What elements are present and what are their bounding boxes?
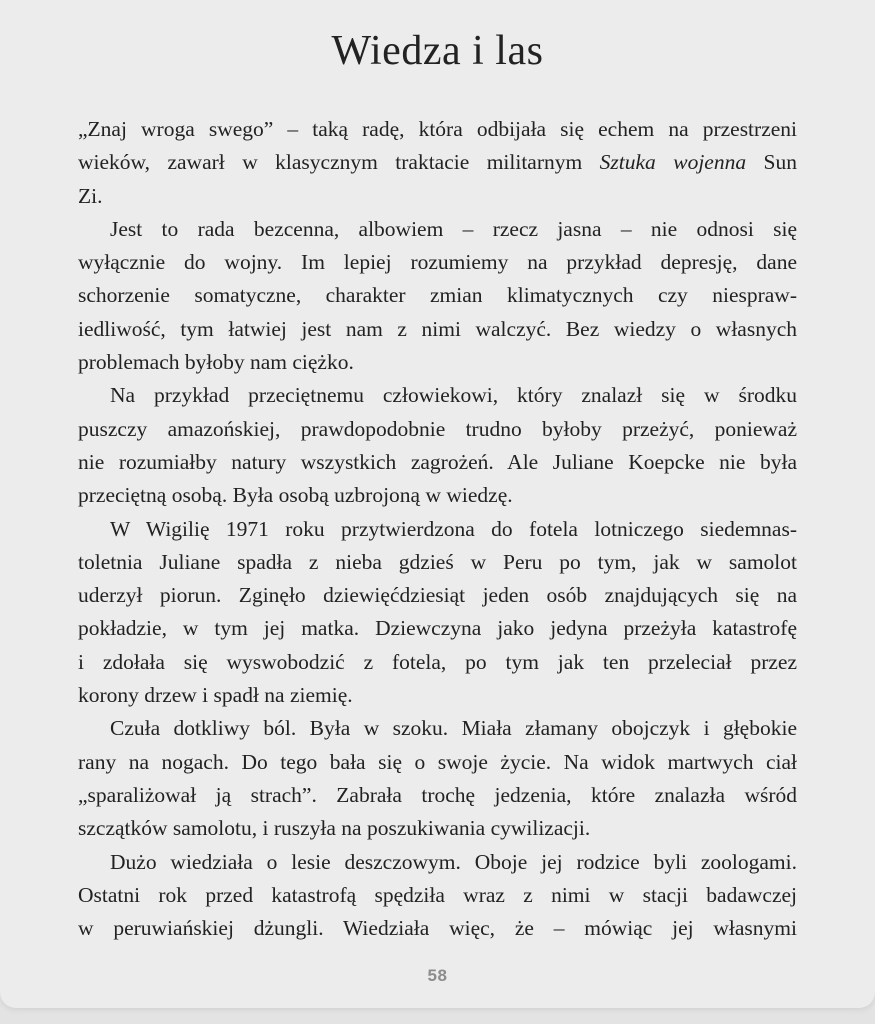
text-line <box>78 313 797 346</box>
text-segment: wieków, zawarł w klasycznym traktacie militarnym <box>78 150 600 175</box>
text-segment: „sparaliżował ją strach”. Zabrała trochę jedzenia, które znalazła wśród <box>78 782 797 807</box>
text-segment: Zi. <box>78 183 103 208</box>
text-segment: Dużo wiedziała o lesie deszczowym. Oboje jej rodzice byli zoologami. <box>110 849 797 874</box>
paragraph <box>78 846 797 946</box>
text-segment: przeciętną osobą. Była osobą uzbrojoną w wiedzę. <box>78 483 513 508</box>
chapter-title: Wiedza i las <box>331 28 544 74</box>
text-segment: puszczy amazońskiej, prawdopodobnie trudno byłoby przeżyć, ponieważ <box>78 416 797 441</box>
text-line <box>78 712 797 745</box>
text-line <box>78 746 797 779</box>
text-segment: nie rozumiałby natury wszystkich zagrożeń. Ale Juliane Koepcke nie była <box>78 449 797 474</box>
text-line <box>78 246 797 279</box>
text-line <box>78 846 797 879</box>
text-line <box>78 180 797 213</box>
text-line <box>78 379 797 412</box>
text-segment: Ostatni rok przed katastrofą spędziła wraz z nimi w stacji badawczej <box>78 882 797 907</box>
page-footer <box>0 966 875 986</box>
text-line <box>78 612 797 645</box>
text-segment: korony drzew i spadł na ziemię. <box>78 683 353 708</box>
text-line <box>78 912 797 945</box>
reading-text <box>78 113 797 945</box>
text-segment: W Wigilię 1971 roku przytwierdzona do fotela lotniczego siedemnas- <box>110 516 797 541</box>
text-segment: Na przykład przeciętnemu człowiekowi, który znalazł się w środku <box>110 383 797 408</box>
text-line <box>78 346 797 379</box>
bottom-background <box>0 1008 875 1024</box>
text-segment: schorzenie somatyczne, charakter zmian klimatycznych czy niespraw- <box>78 283 797 308</box>
paragraph <box>78 113 797 213</box>
paragraph <box>78 712 797 845</box>
text-line <box>78 113 797 146</box>
text-line <box>78 879 797 912</box>
text-line <box>78 146 797 179</box>
paragraph <box>78 213 797 379</box>
text-segment: Czuła dotkliwy ból. Była w szoku. Miała złamany obojczyk i głębokie <box>110 716 797 741</box>
text-line <box>78 446 797 479</box>
text-line <box>78 279 797 312</box>
text-line <box>78 513 797 546</box>
text-segment: iedliwość, tym łatwiej jest nam z nimi walczyć. Bez wiedzy o własnych <box>78 316 797 341</box>
text-line <box>78 646 797 679</box>
text-segment: w peruwiańskiej dżungli. Wiedziała więc, że – mówiąc jej własnymi <box>78 916 797 941</box>
text-line <box>78 679 797 712</box>
text-segment: rany na nogach. Do tego bała się o swoje życie. Na widok martwych ciał <box>78 749 797 774</box>
text-segment: „Znaj wroga swego” – taką radę, która odbijała się echem na przestrzeni <box>78 117 797 141</box>
text-segment: toletnia Juliane spadła z nieba gdzieś w Peru po tym, jak w samolot <box>78 549 797 574</box>
text-segment: Jest to rada bezcenna, albowiem – rzecz jasna – nie odnosi się <box>110 216 797 241</box>
text-segment: Sun <box>746 150 797 175</box>
text-segment: wyłącznie do wojny. Im lepiej rozumiemy na przykład depresję, dane <box>78 250 797 275</box>
text-line <box>78 479 797 512</box>
italic-text: Sztuka wojenna <box>599 150 747 175</box>
text-line <box>78 812 797 845</box>
text-line <box>78 413 797 446</box>
text-segment: uderzył piorun. Zginęło dziewięćdziesiąt jeden osób znajdujących się na <box>78 583 797 608</box>
text-segment: problemach byłoby nam ciężko. <box>78 350 354 375</box>
paragraph <box>78 513 797 713</box>
text-line <box>78 579 797 612</box>
paragraph <box>78 379 797 512</box>
text-segment: pokładzie, w tym jej matka. Dziewczyna jako jedyna przeżyła katastrofę <box>78 616 797 641</box>
text-segment: szczątków samolotu, i ruszyła na poszukiwania cywilizacji. <box>78 816 591 841</box>
text-line <box>78 779 797 812</box>
page-number: 58 <box>427 966 448 985</box>
text-line <box>78 546 797 579</box>
text-segment: i zdołała się wyswobodzić z fotela, po tym jak ten przeleciał przez <box>78 649 797 674</box>
text-line <box>78 213 797 246</box>
